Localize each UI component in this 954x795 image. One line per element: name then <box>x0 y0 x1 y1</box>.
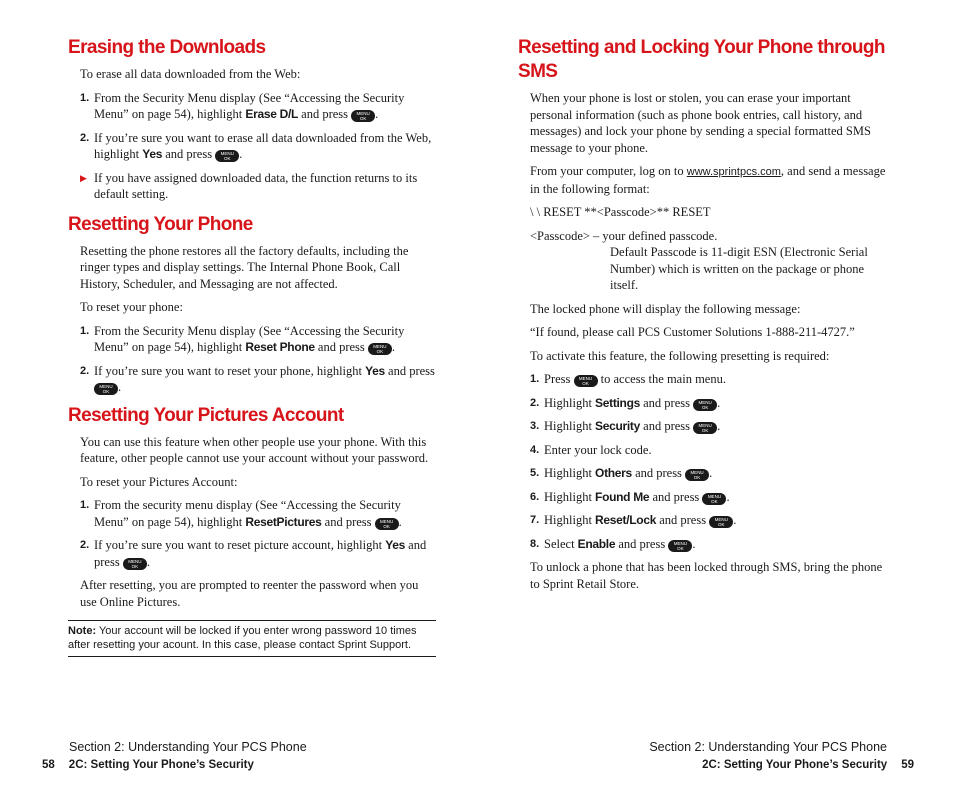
resetting-pictures-body <box>68 434 436 611</box>
menu-ok-key-icon: MENU OK <box>668 540 692 552</box>
note-text: Your account will be locked if you enter wrong password 10 times after resetting your acount. In this case, please contact Sprint Support. <box>68 625 417 651</box>
sms-intro: When your phone is lost or stolen, you can erase your important personal information (such as phone book entries, call history, and messages) and lock your phone by sending a special formatted SMS message to your phone. <box>530 91 871 155</box>
resetting-pictures-heading: Resetting Your Pictures Account <box>68 404 344 426</box>
menu-option: Enable <box>577 536 616 551</box>
sms-step-7 <box>530 512 890 529</box>
sms-reset-lock-body <box>518 90 890 592</box>
erasing-step-2 <box>80 130 436 163</box>
sms-step-4 <box>530 442 890 459</box>
sms-step-1 <box>530 371 890 388</box>
step-text: Select Enable and press MENU OK . <box>544 536 696 551</box>
sms-step-6 <box>530 489 890 506</box>
erasing-intro: To erase all data downloaded from the Web: <box>80 67 301 81</box>
note-label: Note: <box>68 625 97 637</box>
page-number: 58 <box>42 759 55 771</box>
menu-option-yes: Yes <box>385 538 406 552</box>
sms-steps-list <box>530 371 890 552</box>
menu-ok-key-icon: MENU OK <box>702 493 726 505</box>
bullet-text: If you have assigned downloaded data, the function returns to its default setting. <box>94 170 418 201</box>
menu-ok-key-icon: MENU OK <box>215 150 239 162</box>
step-number: 5. <box>530 467 540 479</box>
pictures-step-2 <box>80 537 436 570</box>
step-number: 7. <box>530 514 540 526</box>
menu-ok-key-icon: MENU OK <box>693 422 717 434</box>
step-number: 2. <box>80 364 90 377</box>
step-number: 4. <box>530 443 540 456</box>
step-text: Highlight Settings and press MENU OK . <box>544 395 721 410</box>
sms-step-8 <box>530 536 890 553</box>
pictures-after: After resetting, you are prompted to reenter the password when you use Online Pictures. <box>80 578 419 609</box>
step-number: 6. <box>530 490 540 503</box>
step-text: Highlight Found Me and press MENU OK . <box>544 489 730 504</box>
sms-step-2 <box>530 395 890 412</box>
step-text: Highlight Security and press MENU OK . <box>544 419 721 433</box>
sms-step-5 <box>530 465 890 482</box>
step-text: Highlight Reset/Lock and press MENU OK . <box>544 513 737 527</box>
resetting-step-1 <box>80 323 436 356</box>
step-text: From the Security Menu display (See “Accessing the Security Menu” on page 54), highlight Reset Phone and press MENU OK . <box>94 323 405 354</box>
menu-ok-key-icon: MENU OK <box>693 399 717 411</box>
menu-option-yes: Yes <box>142 147 163 161</box>
step-text: Enter your lock code. <box>544 442 652 457</box>
step-number: 1. <box>530 373 540 385</box>
menu-option-reset-phone: Reset Phone <box>245 340 315 354</box>
locked-message: “If found, please call PCS Customer Solutions 1-888-211-4727.” <box>530 325 855 339</box>
menu-ok-key-icon: MENU OK <box>709 516 733 528</box>
step-text: If you’re sure you want to reset picture account, highlight Yes and press MENU OK . <box>94 538 427 569</box>
menu-ok-key-icon: MENU OK <box>368 343 392 355</box>
erasing-step-1 <box>80 90 436 123</box>
step-number: 1. <box>80 499 90 511</box>
resetting-phone-heading: Resetting Your Phone <box>68 213 253 235</box>
step-number: 3. <box>530 420 540 432</box>
step-text: From the security menu display (See “Accessing the Security Menu” on page 54), highlight ResetPictures and press MENU OK . <box>94 498 402 529</box>
sms-step-3 <box>530 418 890 435</box>
resetting-step-2 <box>80 363 436 396</box>
page-number: 59 <box>901 759 914 771</box>
menu-option: Found Me <box>595 489 650 504</box>
menu-ok-key-icon: MENU OK <box>685 469 709 481</box>
right-footer-chapter <box>702 756 914 773</box>
menu-ok-key-icon: MENU OK <box>375 518 399 530</box>
right-page-column <box>518 36 890 599</box>
pictures-intro-2: To reset your Pictures Account: <box>80 474 238 489</box>
menu-option: Security <box>595 419 641 433</box>
step-number: 2. <box>530 396 540 409</box>
resetting-phone-body <box>68 243 436 396</box>
step-text: Press MENU OK to access the main menu. <box>544 372 726 386</box>
step-number: 1. <box>80 324 90 337</box>
menu-option: Settings <box>595 395 640 410</box>
unlock-text: To unlock a phone that has been locked through SMS, bring the phone to Sprint Retail Store. <box>530 560 883 591</box>
erasing-bullet <box>80 170 436 203</box>
passcode-default: Default Passcode is 11-digit ESN (Electronic Serial Number) which is written on the package or phone itself. <box>610 245 868 292</box>
menu-option: Reset/Lock <box>595 513 657 527</box>
resetting-intro-2: To reset your phone: <box>80 300 183 314</box>
step-number: 8. <box>530 537 540 550</box>
step-text: Highlight Others and press MENU OK . <box>544 466 713 480</box>
erasing-downloads-body <box>68 66 436 203</box>
chapter-title: 2C: Setting Your Phone’s Security <box>68 759 254 771</box>
pictures-step-1 <box>80 497 436 530</box>
left-footer-chapter <box>42 756 254 773</box>
menu-ok-key-icon: MENU OK <box>94 383 118 395</box>
left-page-column <box>68 36 436 657</box>
step-text: If you’re sure you want to erase all data downloaded from the Web, highlight Yes and press MENU OK . <box>94 130 432 161</box>
pictures-intro: You can use this feature when other people use your phone. With this feature, other people cannot use your account without your password. <box>80 434 429 465</box>
menu-ok-key-icon: MENU OK <box>351 110 375 122</box>
menu-ok-key-icon: MENU OK <box>574 375 598 387</box>
right-footer-section: Section 2: Understanding Your PCS Phone <box>649 740 887 754</box>
menu-option-yes: Yes <box>365 363 385 378</box>
resetting-intro: Resetting the phone restores all the factory defaults, including the ringer types and display settings. The Internal Phone Book, Call History, Scheduler, and Messaging are not affected. <box>80 243 409 291</box>
menu-option-reset-pictures: ResetPictures <box>245 514 322 529</box>
locked-phone-text: The locked phone will display the following message: <box>530 301 801 316</box>
sms-reset-lock-heading: Resetting and Locking Your Phone through SMS <box>518 37 885 82</box>
erasing-downloads-heading: Erasing the Downloads <box>68 37 266 58</box>
sprintpcs-link[interactable]: www.sprintpcs.com <box>686 166 781 178</box>
left-footer-section: Section 2: Understanding Your PCS Phone <box>69 740 307 754</box>
step-text: If you’re sure you want to reset your phone, highlight Yes and press MENU OK . <box>94 363 435 394</box>
menu-option-erase-dl: Erase D/L <box>245 107 299 121</box>
chapter-title: 2C: Setting Your Phone’s Security <box>702 759 888 771</box>
sms-logon-instructions: From your computer, log on to www.sprintpcs.com, and send a message in the following format: <box>530 164 886 196</box>
passcode-definition: <Passcode> – your defined passcode. <box>530 228 718 243</box>
sms-format: \ \ RESET **<Passcode>** RESET <box>530 205 711 219</box>
menu-ok-key-icon: MENU OK <box>123 558 147 570</box>
step-number: 1. <box>80 91 90 104</box>
triangle-bullet-icon: ▶ <box>80 172 87 183</box>
note-box <box>68 620 436 657</box>
step-text: From the Security Menu display (See “Accessing the Security Menu” on page 54), highlight Erase D/L and press MENU OK . <box>94 90 405 121</box>
menu-option: Others <box>595 466 632 480</box>
step-number: 2. <box>80 539 90 551</box>
activate-text: To activate this feature, the following presetting is required: <box>530 348 830 363</box>
step-number: 2. <box>80 131 90 144</box>
